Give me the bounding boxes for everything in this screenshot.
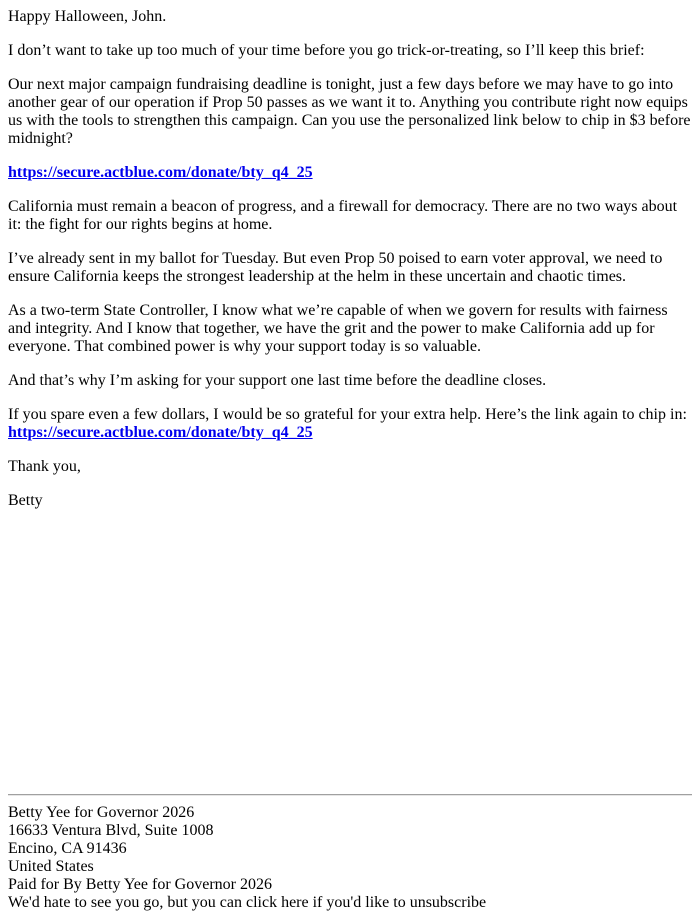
donate-link[interactable]: https://secure.actblue.com/donate/bty_q4_25 (8, 164, 313, 181)
ballot-paragraph: I’ve already sent in my ballot for Tuesday. But even Prop 50 poised to earn voter approval, we need to ensure California keeps the strongest leadership at the helm in these uncertain and chaotic times. (8, 250, 663, 285)
footer-org: Betty Yee for Governor 2026 (8, 804, 195, 821)
chip-in-paragraph (8, 406, 694, 442)
beacon-paragraph: California must remain a beacon of progress, and a firewall for democracy. There are no two ways about it: the fight for our rights begins at home. (8, 198, 678, 233)
footer-address-line1: 16633 Ventura Blvd, Suite 1008 (8, 822, 214, 839)
intro-paragraph: I don’t want to take up too much of your time before you go trick-or-treating, so I’ll keep this brief: (8, 42, 645, 59)
donate-link-paragraph (8, 164, 694, 182)
chip-in-text: If you spare even a few dollars, I would be so grateful for your extra help. Here’s the link again to chip in: (8, 406, 687, 423)
email-body (8, 8, 694, 526)
deadline-paragraph: Our next major campaign fundraising deadline is tonight, just a few days before we may have to go into another gear of our operation if Prop 50 passes as we want it to. Anything you contribute right now equips us with the tools to strengthen this campaign. Can you use the personalized link below to chip in $3 before midnight? (8, 76, 691, 147)
footer-paid-for: Paid for By Betty Yee for Governor 2026 (8, 876, 272, 893)
donate-link-again[interactable]: https://secure.actblue.com/donate/bty_q4_25 (8, 424, 313, 441)
email-footer (8, 794, 692, 912)
unsubscribe-link[interactable]: We'd hate to see you go, but you can click here if you'd like to unsubscribe (8, 894, 487, 911)
greeting: Happy Halloween, John. (8, 8, 167, 25)
footer-country: United States (8, 858, 94, 875)
footer-address-line2: Encino, CA 91436 (8, 840, 127, 857)
last-time-paragraph: And that’s why I’m asking for your support one last time before the deadline closes. (8, 372, 547, 389)
controller-paragraph: As a two-term State Controller, I know what we’re capable of when we govern for results with fairness and integrity. And I know that together, we have the grit and the power to make California add up for everyone. That combined power is why your support today is so valuable. (8, 302, 668, 355)
footer-divider (8, 794, 692, 796)
signature: Betty (8, 492, 43, 509)
closing: Thank you, (8, 458, 81, 475)
